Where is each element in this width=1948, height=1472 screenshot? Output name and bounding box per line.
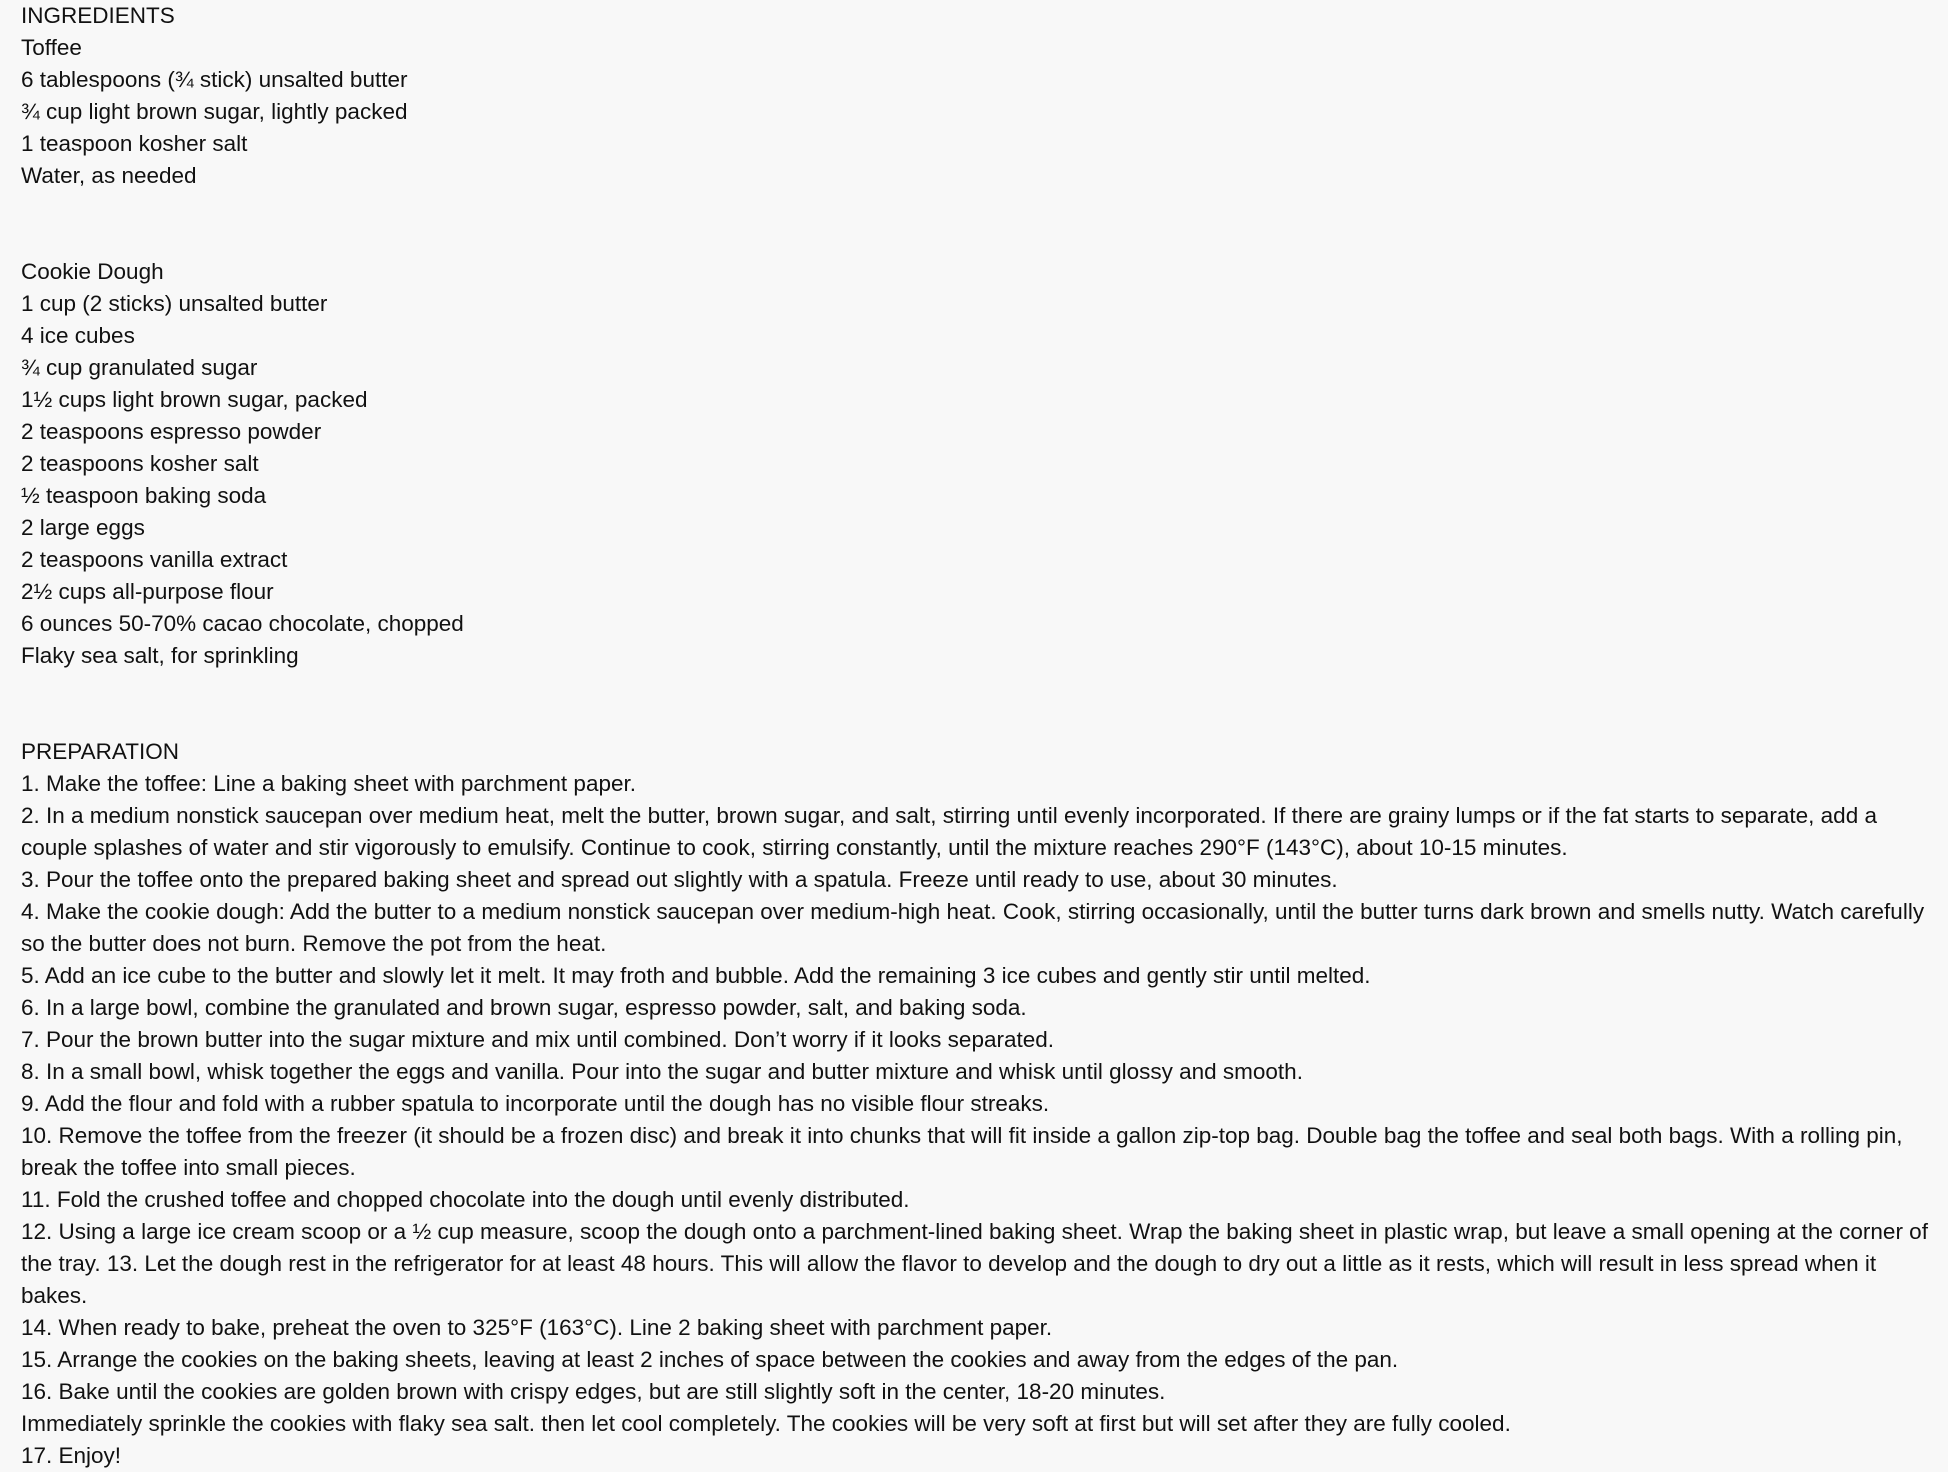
ingredient-item: 2 large eggs [21, 515, 145, 540]
section-spacer [21, 192, 1928, 256]
toffee-ingredient-list [21, 64, 1928, 192]
recipe-document [21, 0, 1928, 1472]
preparation-step: 10. Remove the toffee from the freezer (it should be a frozen disc) and break it into chunks that will fit inside a gallon zip-top bag. Double bag the toffee and seal both bags. With a rolling pin, break the toffee into small pieces. [21, 1123, 1903, 1180]
ingredient-item: 2 teaspoons vanilla extract [21, 547, 288, 572]
cookie-dough-title: Cookie Dough [21, 259, 164, 284]
preparation-step: 4. Make the cookie dough: Add the butter to a medium nonstick saucepan over medium-high heat. Cook, stirring occasionally, until the butter turns dark brown and smells nutty. Watch carefully so the butter does not burn. Remove the pot from the heat. [21, 899, 1925, 956]
preparation-step: 16. Bake until the cookies are golden brown with crispy edges, but are still slightly soft in the center, 18-20 minutes. [21, 1379, 1166, 1404]
preparation-step: 17. Enjoy! [21, 1443, 122, 1468]
ingredient-item: 2 teaspoons kosher salt [21, 451, 259, 476]
preparation-step: 12. Using a large ice cream scoop or a ½ cup measure, scoop the dough onto a parchment-lined baking sheet. Wrap the baking sheet in plastic wrap, but leave a small opening at the corner of the tray. 13. Let the dough rest in the refrigerator for at least 48 hours. This will allow the flavor to develop and the dough to dry out a little as it rests, which will result in less spread when it bakes. [21, 1219, 1928, 1308]
ingredients-heading: INGREDIENTS [21, 3, 175, 28]
ingredient-item: 1½ cups light brown sugar, packed [21, 387, 368, 412]
ingredient-item: 6 ounces 50-70% cacao chocolate, chopped [21, 611, 464, 636]
ingredient-item: Flaky sea salt, for sprinkling [21, 643, 299, 668]
preparation-step: 14. When ready to bake, preheat the oven to 325°F (163°C). Line 2 baking sheet with parchment paper. [21, 1315, 1053, 1340]
ingredient-item: 2 teaspoons espresso powder [21, 419, 322, 444]
ingredient-item: 6 tablespoons (¾ stick) unsalted butter [21, 67, 408, 92]
ingredient-item: 2½ cups all-purpose flour [21, 579, 274, 604]
toffee-title: Toffee [21, 35, 82, 60]
preparation-step: 1. Make the toffee: Line a baking sheet with parchment paper. [21, 771, 636, 796]
ingredient-item: Water, as needed [21, 163, 197, 188]
preparation-step: 15. Arrange the cookies on the baking sheets, leaving at least 2 inches of space between the cookies and away from the edges of the pan. [21, 1347, 1399, 1372]
ingredient-item: 1 cup (2 sticks) unsalted butter [21, 291, 328, 316]
preparation-step-list [21, 768, 1928, 1472]
cookie-dough-ingredient-list [21, 288, 1928, 672]
preparation-step: 2. In a medium nonstick saucepan over medium heat, melt the butter, brown sugar, and salt, stirring until evenly incorporated. If there are grainy lumps or if the fat starts to separate, add a couple splashes of water and stir vigorously to emulsify. Continue to cook, stirring constantly, until the mixture reaches 290°F (143°C), about 10-15 minutes. [21, 803, 1877, 860]
preparation-step: 8. In a small bowl, whisk together the eggs and vanilla. Pour into the sugar and butter mixture and whisk until glossy and smooth. [21, 1059, 1303, 1084]
ingredient-item: ¾ cup granulated sugar [21, 355, 258, 380]
preparation-heading: PREPARATION [21, 739, 179, 764]
preparation-step: 11. Fold the crushed toffee and chopped chocolate into the dough until evenly distributed. [21, 1187, 910, 1212]
ingredient-item: 4 ice cubes [21, 323, 135, 348]
preparation-step: 3. Pour the toffee onto the prepared baking sheet and spread out slightly with a spatula. Freeze until ready to use, about 30 minutes. [21, 867, 1338, 892]
preparation-step: 7. Pour the brown butter into the sugar mixture and mix until combined. Don’t worry if it looks separated. [21, 1027, 1055, 1052]
preparation-step: 6. In a large bowl, combine the granulated and brown sugar, espresso powder, salt, and baking soda. [21, 995, 1027, 1020]
ingredient-item: ½ teaspoon baking soda [21, 483, 267, 508]
preparation-step: 5. Add an ice cube to the butter and slowly let it melt. It may froth and bubble. Add the remaining 3 ice cubes and gently stir until melted. [21, 963, 1371, 988]
preparation-step: 9. Add the flour and fold with a rubber spatula to incorporate until the dough has no visible flour streaks. [21, 1091, 1050, 1116]
ingredient-item: 1 teaspoon kosher salt [21, 131, 248, 156]
ingredient-item: ¾ cup light brown sugar, lightly packed [21, 99, 408, 124]
section-spacer [21, 672, 1928, 736]
preparation-step: Immediately sprinkle the cookies with flaky sea salt. then let cool completely. The cookies will be very soft at first but will set after they are fully cooled. [21, 1411, 1511, 1436]
